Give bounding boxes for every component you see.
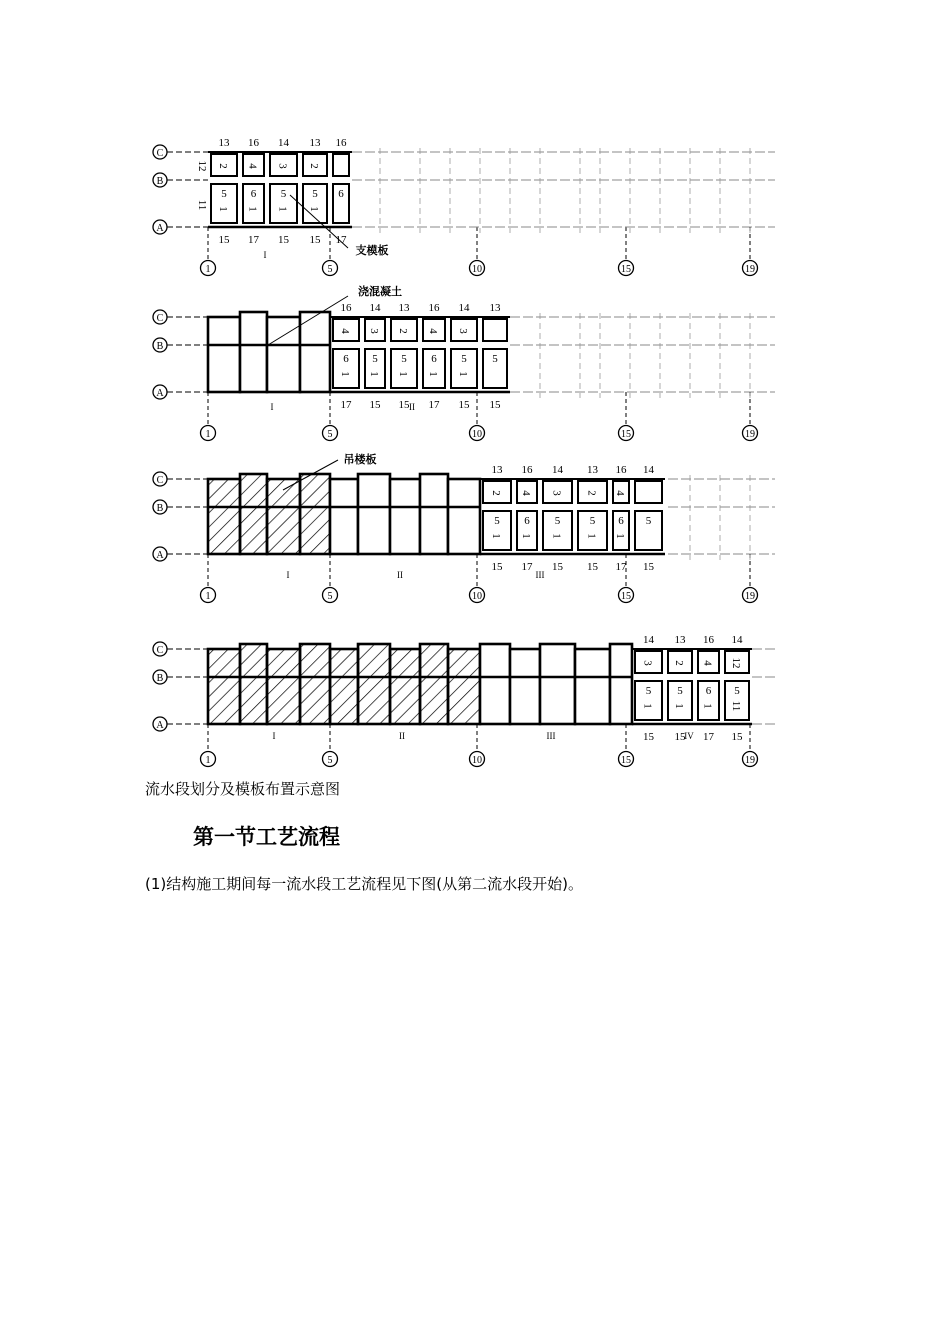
upper-cell-number: 2 (217, 163, 229, 169)
bottom-label: 15 (587, 561, 598, 573)
bottom-label: 15 (674, 731, 686, 743)
top-label: 14 (643, 464, 654, 476)
lower-cell-sub-number: 1 (490, 533, 502, 539)
section-label-I: I (270, 402, 274, 412)
lower-cell-sub-number: 1 (339, 371, 351, 377)
formwork-upper (635, 481, 662, 503)
lower-cell-number: 5 (461, 353, 467, 365)
bottom-label: 17 (428, 399, 440, 411)
top-label: 14 (458, 302, 470, 314)
lower-cell-number: 6 (343, 353, 349, 365)
column-label-5: 5 (327, 264, 333, 275)
lower-cell-number: 6 (338, 188, 344, 200)
top-label: 16 (340, 302, 352, 314)
lower-cell-number: 5 (645, 515, 652, 527)
column-label-1: 1 (205, 591, 211, 602)
upper-cell-number: 2 (397, 328, 409, 334)
lower-cell-number: 5 (280, 188, 287, 200)
bottom-label: 15 (398, 399, 410, 411)
lower-cell-sub-number: 1 (246, 206, 259, 212)
lower-cell-number: 5 (554, 515, 561, 527)
completed-bay (300, 644, 330, 724)
completed-bay (390, 479, 420, 554)
lower-cell-number: 5 (372, 353, 378, 365)
lower-cell-sub-number: 1 (457, 371, 469, 377)
axis-label-C: C (156, 645, 164, 656)
completed-bay (575, 649, 610, 724)
completed-bay (420, 644, 448, 724)
bottom-label: 17 (248, 234, 259, 246)
lower-cell-sub-number: 1 (276, 206, 289, 212)
bottom-label: 15 (278, 234, 289, 246)
bottom-label: 15 (643, 561, 654, 573)
formwork-upper (483, 319, 507, 341)
column-label-19: 19 (745, 429, 755, 440)
bottom-label: 15 (491, 561, 503, 573)
column-label-10: 10 (472, 591, 482, 602)
axis-label-B: B (156, 673, 164, 684)
lower-cell-sub-number: 1 (585, 533, 598, 539)
column-label-5: 5 (327, 755, 333, 766)
column-label-19: 19 (745, 755, 755, 766)
lower-cell-number: 5 (677, 685, 683, 697)
axis-label-B: B (156, 341, 164, 352)
column-label-10: 10 (472, 755, 482, 766)
column-label-1: 1 (205, 429, 211, 440)
panel-1 (153, 137, 775, 276)
upper-cell-number: 4 (246, 163, 259, 169)
lower-cell-sub-number: 1 (614, 533, 626, 539)
top-label: 14 (552, 464, 563, 476)
bottom-label: 17 (615, 561, 627, 573)
axis-label-A: A (156, 388, 164, 399)
top-label: 13 (398, 302, 410, 314)
top-label: 16 (615, 464, 627, 476)
column-label-5: 5 (327, 591, 333, 602)
top-label: 16 (703, 634, 714, 646)
top-label: 16 (248, 137, 259, 149)
upper-cell-number: 2 (308, 163, 320, 169)
column-label-10: 10 (472, 429, 482, 440)
upper-cell-number: 4 (427, 328, 439, 334)
bottom-label: 15 (458, 399, 470, 411)
completed-bay (240, 644, 267, 724)
upper-cell-number: 3 (276, 163, 289, 169)
completed-bay (540, 644, 575, 724)
axis-label-A: A (156, 720, 164, 731)
bottom-label: 15 (309, 234, 321, 246)
axis-label-A: A (156, 223, 164, 234)
column-label-19: 19 (745, 264, 755, 275)
completed-bay (510, 649, 540, 724)
upper-cell-number: 3 (457, 328, 469, 334)
bottom-label: 15 (218, 234, 230, 246)
completed-bay (390, 649, 420, 724)
body-paragraph: (1)结构施工期间每一流水段工艺流程见下图(从第二流水段开始)。 (145, 875, 583, 893)
upper-cell-number: 2 (490, 490, 502, 496)
lower-cell-number: 6 (524, 515, 530, 527)
upper-cell-number: 4 (614, 490, 626, 496)
figure-caption: 流水段划分及模板布置示意图 (145, 780, 341, 798)
bottom-label: 15 (643, 731, 654, 743)
bottom-label: 17 (703, 731, 714, 743)
upper-cell-number: 12 (730, 657, 742, 669)
lower-cell-number: 6 (618, 515, 624, 527)
lower-cell-number: 6 (250, 188, 257, 200)
completed-bay (330, 479, 358, 554)
column-label-19: 19 (745, 591, 755, 602)
side-label: 11 (196, 199, 208, 211)
section-label-I: I (263, 250, 267, 260)
completed-bay (448, 649, 480, 724)
completed-bay (480, 644, 510, 724)
completed-bay (240, 474, 267, 554)
completed-bay (208, 479, 240, 554)
section-label-II: II (409, 402, 415, 412)
upper-cell-number: 4 (701, 660, 714, 666)
completed-bay (448, 479, 480, 554)
column-label-1: 1 (205, 755, 211, 766)
axis-label-C: C (156, 148, 164, 159)
column-label-15: 15 (621, 755, 631, 766)
column-label-15: 15 (621, 264, 631, 275)
upper-cell-number: 4 (339, 328, 351, 334)
lower-cell-sub-number: 1 (427, 371, 439, 377)
lower-cell-number: 5 (312, 188, 318, 200)
axis-label-B: B (156, 176, 164, 187)
completed-bay (240, 312, 267, 392)
top-label: 13 (491, 464, 503, 476)
lower-cell-number: 5 (492, 353, 498, 365)
completed-bay (300, 474, 330, 554)
lower-cell-sub-number: 1 (673, 703, 685, 709)
upper-cell-number: 2 (585, 490, 598, 496)
bottom-label: 17 (340, 399, 352, 411)
lower-cell-number: 6 (705, 685, 712, 697)
top-label: 16 (521, 464, 533, 476)
lower-cell-number: 5 (221, 188, 227, 200)
upper-cell-number: 3 (641, 660, 654, 666)
section-label-III: III (546, 731, 556, 741)
bottom-label: 15 (731, 731, 743, 743)
annotation-label: 浇混凝土 (358, 286, 402, 298)
lower-cell-number: 5 (589, 515, 596, 527)
top-label: 13 (218, 137, 230, 149)
top-label: 14 (278, 137, 289, 149)
upper-cell-number: 3 (368, 328, 380, 334)
lower-cell-number: 5 (401, 353, 407, 365)
lower-cell-number: 5 (645, 685, 652, 697)
side-label: 12 (196, 160, 208, 172)
top-label: 13 (309, 137, 321, 149)
bottom-label: 15 (369, 399, 381, 411)
section-label-II: II (397, 570, 403, 580)
formwork-upper (333, 154, 349, 176)
completed-bay (208, 649, 240, 724)
lower-cell-number: 6 (431, 353, 437, 365)
completed-bay (610, 644, 632, 724)
column-label-15: 15 (621, 429, 631, 440)
axis-label-C: C (156, 475, 164, 486)
completed-bay (420, 474, 448, 554)
completed-bay (267, 649, 300, 724)
top-label: 14 (731, 634, 743, 646)
upper-cell-number: 4 (520, 490, 532, 496)
top-label: 13 (674, 634, 686, 646)
axis-label-C: C (156, 313, 164, 324)
column-label-1: 1 (205, 264, 211, 275)
panel-2 (153, 284, 775, 441)
panel-3 (153, 452, 775, 603)
column-label-5: 5 (327, 429, 333, 440)
section-label-IV: IV (684, 731, 694, 741)
axis-label-A: A (156, 550, 164, 561)
lower-cell-sub-number: 1 (308, 206, 320, 212)
panel-4 (153, 634, 775, 767)
lower-cell-sub-number: 1 (368, 371, 380, 377)
section-heading: 第一节工艺流程 (193, 825, 340, 849)
top-label: 16 (335, 137, 347, 149)
column-label-10: 10 (472, 264, 482, 275)
section-label-I: I (272, 731, 276, 741)
top-label: 16 (428, 302, 440, 314)
lower-cell-sub-number: 1 (217, 206, 229, 212)
bottom-label: 17 (335, 234, 347, 246)
lower-cell-sub-number: 1 (397, 371, 409, 377)
annotation-label: 吊楼板 (343, 454, 377, 466)
annotation-label: 支模板 (355, 245, 389, 257)
upper-cell-number: 2 (673, 660, 685, 666)
lower-cell-sub-number: 11 (730, 700, 742, 712)
lower-cell-number: 5 (734, 685, 740, 697)
section-label-I: I (286, 570, 290, 580)
bottom-label: 17 (521, 561, 533, 573)
completed-bay (300, 312, 330, 392)
column-label-15: 15 (621, 591, 631, 602)
lower-cell-sub-number: 1 (520, 533, 532, 539)
lower-cell-sub-number: 1 (550, 533, 563, 539)
section-label-II: II (399, 731, 405, 741)
top-label: 13 (587, 464, 598, 476)
completed-bay (330, 649, 358, 724)
lower-cell-sub-number: 1 (701, 703, 714, 709)
completed-bay (358, 644, 390, 724)
section-label-III: III (535, 570, 545, 580)
bottom-label: 15 (552, 561, 563, 573)
completed-bay (208, 317, 240, 392)
axis-label-B: B (156, 503, 164, 514)
lower-cell-number: 5 (494, 515, 500, 527)
lower-cell-sub-number: 1 (641, 703, 654, 709)
upper-cell-number: 3 (550, 490, 563, 496)
top-label: 13 (489, 302, 501, 314)
bottom-label: 15 (489, 399, 501, 411)
completed-bay (358, 474, 390, 554)
top-label: 14 (643, 634, 654, 646)
top-label: 14 (369, 302, 381, 314)
